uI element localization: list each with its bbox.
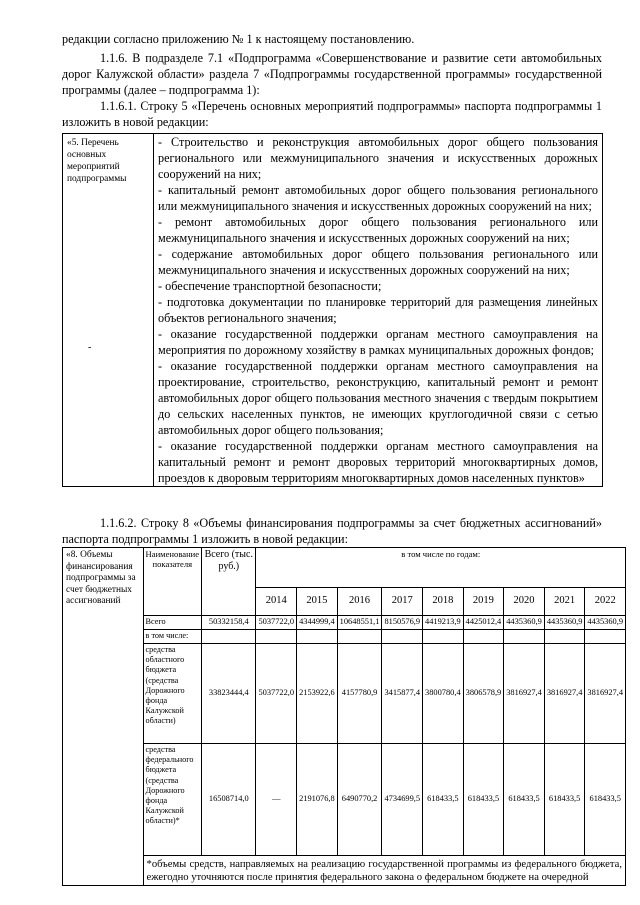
row-value: 3415877,4: [382, 644, 423, 744]
row-total: 50332158,4: [202, 616, 256, 630]
header-year: 2018: [423, 588, 464, 616]
header-years-group: в том числе по годам:: [256, 548, 626, 588]
row-name: средства федерального бюджета (средства Дорожного фонда Калужской области)*: [143, 744, 202, 856]
table-row-federal: [63, 744, 626, 856]
measure-item: - оказание государственной поддержки органам местного самоуправления на проектирование, строительство, реконструкцию, капитальный ремонт и ремонт автомобильных дорог общего пользования местного значения с твердым покрытием до сельских населенных пунктов, не имеющих круглогодичной связи с сетью автомобильных дорог общего пользования;: [158, 359, 598, 437]
header-year: 2016: [337, 588, 382, 616]
paragraph-1-1-6-1: 1.1.6.1. Строку 5 «Перечень основных мероприятий подпрограммы» паспорта подпрограммы 1 изложить в новой редакции:: [62, 99, 602, 129]
row-value: 3816927,4: [544, 644, 585, 744]
header-year: 2019: [463, 588, 504, 616]
row-name: средства областного бюджета (средства Дорожного фонда Калужской области): [143, 644, 202, 744]
measure-item: - ремонт автомобильных дорог общего пользования регионального или межмуниципального значения и искусственных дорожных сооружений на них;: [158, 215, 598, 245]
paragraph-1-1-6: 1.1.6. В подразделе 7.1 «Подпрограмма «Совершенствование и развитие сети автомобильных дорог Калужской области» раздела 7 «Подпрограммы государственной программы» государственной программы (далее – подпрограмма 1):: [62, 51, 602, 97]
row-value: 4425012,4: [463, 616, 504, 630]
measures-list-cell: [154, 134, 603, 487]
row-value: 6490770,2: [337, 744, 382, 856]
row-value: —: [256, 744, 297, 856]
row-value: 5037722,0: [256, 616, 297, 630]
row-value: 4157780,9: [337, 644, 382, 744]
header-name: Наименование показателя: [143, 548, 202, 616]
row-value: 618433,5: [504, 744, 545, 856]
row-value: 3816927,4: [504, 644, 545, 744]
financing-label-cell: [63, 548, 144, 886]
header-year: 2017: [382, 588, 423, 616]
row-value: 4734699,5: [382, 744, 423, 856]
row-value: 4344999,4: [297, 616, 338, 630]
row-value: 4435360,9: [504, 616, 545, 630]
measure-item: - обеспечение транспортной безопасности;: [158, 279, 382, 293]
row-value: 8150576,9: [382, 616, 423, 630]
paragraph-intro: редакции согласно приложению № 1 к настоящему постановлению.: [62, 32, 415, 46]
row-value: 2153922,6: [297, 644, 338, 744]
row-value: 618433,5: [463, 744, 504, 856]
measure-item: - Строительство и реконструкция автомобильных дорог общего пользования регионального или межмуниципального значения и искусственных дорожных сооружений на них;: [158, 135, 598, 181]
measure-item: - оказание государственной поддержки органам местного самоуправления на капитальный ремонт и ремонт дворовых территорий многоквартирных домов, проездов к дворовым территориям многоквартирных домов населенных пунктов»: [158, 439, 598, 485]
row-value: 2191076,8: [297, 744, 338, 856]
row-total: 33823444,4: [202, 644, 256, 744]
measures-label-cell: [63, 134, 154, 487]
financing-table: [62, 547, 626, 886]
row-value: 618433,5: [544, 744, 585, 856]
row-value: 4419213,9: [423, 616, 464, 630]
stray-mark: -: [88, 342, 92, 353]
header-year: 2022: [585, 588, 626, 616]
measures-table: [62, 133, 603, 487]
header-year: 2021: [544, 588, 585, 616]
table-row-total: [63, 616, 626, 630]
row-value: 5037722,0: [256, 644, 297, 744]
row-value: 4435360,9: [544, 616, 585, 630]
row-name: в том числе:: [143, 630, 202, 644]
measures-label: «5. Перечень основных мероприятий подпрограммы: [67, 138, 127, 184]
measure-item: - капитальный ремонт автомобильных дорог общего пользования регионального или межмуниципального значения и искусственных дорожных сооружений на них;: [158, 183, 598, 213]
header-year: 2014: [256, 588, 297, 616]
header-total: Всего (тыс. руб.): [202, 548, 256, 616]
financing-label: «8. Объемы финансирования подпрограммы за счет бюджетных ассигнований: [66, 550, 136, 606]
paragraph-1-1-6-2: 1.1.6.2. Строку 8 «Объемы финансирования подпрограммы за счет бюджетных ассигнований» паспорта подпрограммы 1 изложить в новой редакции:: [62, 516, 602, 546]
row-value: 10648551,1: [337, 616, 382, 630]
row-value: 3816927,4: [585, 644, 626, 744]
row-name: Всего: [143, 616, 202, 630]
measure-item: - подготовка документации по планировке территорий для размещения линейных объектов регионального значения;: [158, 295, 598, 325]
row-value: 4435360,9: [585, 616, 626, 630]
row-value: 618433,5: [585, 744, 626, 856]
row-value: 618433,5: [423, 744, 464, 856]
header-year: 2020: [504, 588, 545, 616]
table-row-including: [63, 630, 626, 644]
measure-item: - содержание автомобильных дорог общего пользования регионального или межмуниципального значения и искусственных дорожных сооружений на них;: [158, 247, 598, 277]
table-row-footnote: [63, 856, 626, 886]
header-year: 2015: [297, 588, 338, 616]
row-total: 16508714,0: [202, 744, 256, 856]
row-value: 3806578,9: [463, 644, 504, 744]
table-row-regional: [63, 644, 626, 744]
measure-item: - оказание государственной поддержки органам местного самоуправления на мероприятия по дорожному хозяйству в рамках муниципальных дорожных фондов;: [158, 327, 598, 357]
footnote: *объемы средств, направляемых на реализацию государственной программы из федерального бюджета, ежегодно уточняются после принятия федерального закона о федеральном бюджете на очередной: [143, 856, 625, 886]
row-value: 3800780,4: [423, 644, 464, 744]
